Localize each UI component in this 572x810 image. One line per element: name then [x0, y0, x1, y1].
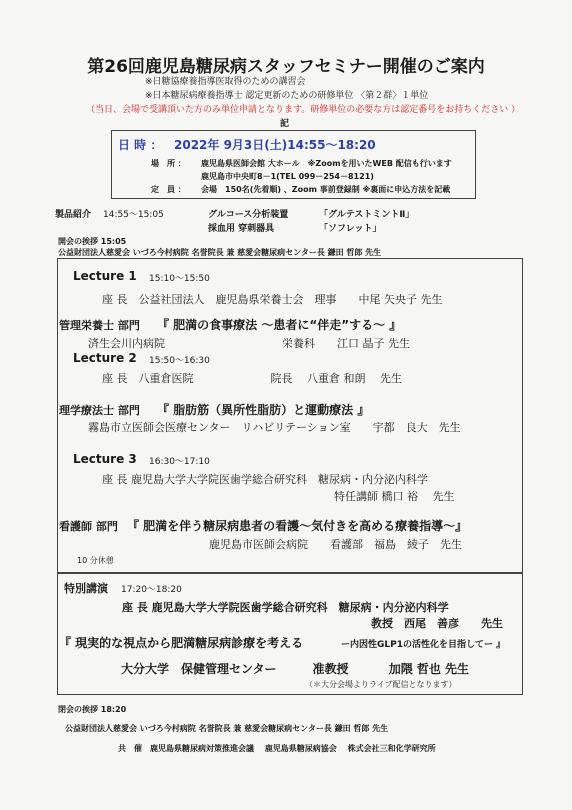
lecture1-topic: 『 肥満の食事療法 ～患者に“伴走”する～ 』: [157, 318, 402, 332]
product-name-1: 「グルテストミントⅡ」: [319, 210, 415, 220]
lecture1-chair: 座 長 公益社団法人 鹿児島県栄養士会 理事 中尾 矢央子 先生: [102, 293, 443, 306]
opening-label: 開会の挨拶 15:05: [58, 237, 127, 246]
lecture3-topic: 『 肥満を伴う糖尿病患者の看護～気付きを高める療養指導～』: [127, 519, 468, 533]
lecture1-heading: Lecture 1: [73, 269, 137, 283]
date-value: 2022年 9月3日(土)14:55～18:20: [174, 138, 376, 152]
special-topic-main: 『 現実的な視点から肥満糖尿病診療を考える: [59, 636, 304, 650]
lecture3-time: 16:30～17:10: [149, 457, 210, 467]
venue-line-2: 鹿児島市中央町8－1(TEL 099－254－8121): [201, 172, 374, 181]
lecture2-dept: 理学療法士 部門: [59, 404, 140, 417]
lecture2-time: 15:50～16:30: [149, 356, 210, 366]
lecture3-chair: 座 長 鹿児島大学大学院医歯学総合研究科 糖尿病・内分泌内科学: [102, 473, 428, 486]
capacity-value: 会場 150名(先着順) 、Zoom 事前登録制 ※裏面に申込方法を記載: [201, 185, 451, 194]
lecture2-heading: Lecture 2: [73, 351, 137, 365]
special-speaker: 大分大学 保健管理センター 准教授 加隈 哲也 先生: [121, 662, 470, 676]
closing-label: 閉会の挨拶 18:20: [58, 705, 127, 714]
page-title: 第26回鹿児島糖尿病スタッフセミナー開催のご案内: [87, 57, 485, 77]
special-note: （＊大分会場よりライブ配信となります）: [305, 680, 457, 689]
lecture1-speaker: 栄養科 江口 晶子 先生: [282, 337, 410, 350]
note-line-1: ※日糖協療養指導医取得のための講習会: [145, 77, 306, 87]
red-notice: （当日、会場で受講頂いた方のみ単位申請となります。研修単位の必要な方は認定番号をお持ちください ）: [86, 105, 521, 115]
lecture2-chair: 座 長 八重倉医院 院長 八重倉 和朗 先生: [102, 372, 402, 385]
special-heading: 特別講演: [64, 582, 108, 595]
product-device-1: グルコース分析装置: [208, 210, 289, 220]
lectures-box: [57, 258, 523, 573]
cohost-label: 共 催: [118, 744, 142, 753]
product-name-2: 「ソフレット」: [319, 224, 382, 234]
lecture2-speaker: 霧島市立医師会医療センター リハビリテーション室 宇都 良大 先生: [88, 421, 461, 434]
special-lecture-box: [57, 573, 523, 695]
lecture3-speaker: 鹿児島市医師会病院 看護部 福島 綾子 先生: [209, 538, 462, 551]
lecture1-time: 15:10～15:50: [149, 274, 210, 284]
capacity-label: 定 員 ：: [151, 185, 186, 194]
product-device-2: 採血用 穿刺器具: [208, 224, 275, 234]
lecture1-speaker-org: 済生会川内病院: [88, 337, 165, 350]
venue-label: 場 所 ：: [151, 159, 186, 168]
lecture3-chair-2: 特任講師 橋口 裕 先生: [334, 490, 455, 503]
special-time: 17:20～18:20: [121, 585, 182, 595]
break-note: 10 分休憩: [77, 556, 114, 565]
lecture3-dept: 看護師 部門: [59, 520, 118, 533]
opening-person: 公益財団法人慈愛会 いづろ今村病院 名誉院長 兼 慈愛会糖尿病センター長 鎌田 哲郎 先生: [58, 248, 382, 257]
note-line-2: ※日本糖尿病療養指導士 認定更新のための研修単位 〈第２群〉１単位: [145, 91, 429, 101]
special-chair: 座 長 鹿児島大学大学院医歯学総合研究科 糖尿病・内分泌内科学: [122, 601, 449, 614]
lecture3-heading: Lecture 3: [73, 452, 137, 466]
special-chair-2: 教授 西尾 善彦 先生: [371, 617, 503, 630]
event-info-box: [111, 130, 476, 199]
date-label: 日 時 ：: [118, 138, 163, 152]
ki-label: 記: [280, 119, 290, 129]
product-time: 14:55～15:05: [103, 210, 164, 220]
lecture2-topic: 『 脂肪筋（異所性脂肪）と運動療法 』: [157, 403, 370, 417]
product-label: 製品紹介: [55, 210, 92, 220]
cohost-orgs: 鹿児島県糖尿病対策推進会議 鹿児島県糖尿病協会 株式会社三和化学研究所: [150, 744, 436, 753]
special-topic-sub: ー内因性GLP1の活性化を目指してー 』: [341, 640, 506, 650]
closing-person: 公益財団法人慈愛会 いづろ今村病院 名誉院長 兼 慈愛会糖尿病センター長 鎌田 哲郎 先生: [65, 724, 389, 733]
venue-line-1: 鹿児島県医師会館 大ホール ※Zoomを用いたWEB 配信も行います: [201, 159, 452, 168]
lecture1-dept: 管理栄養士 部門: [59, 319, 140, 332]
